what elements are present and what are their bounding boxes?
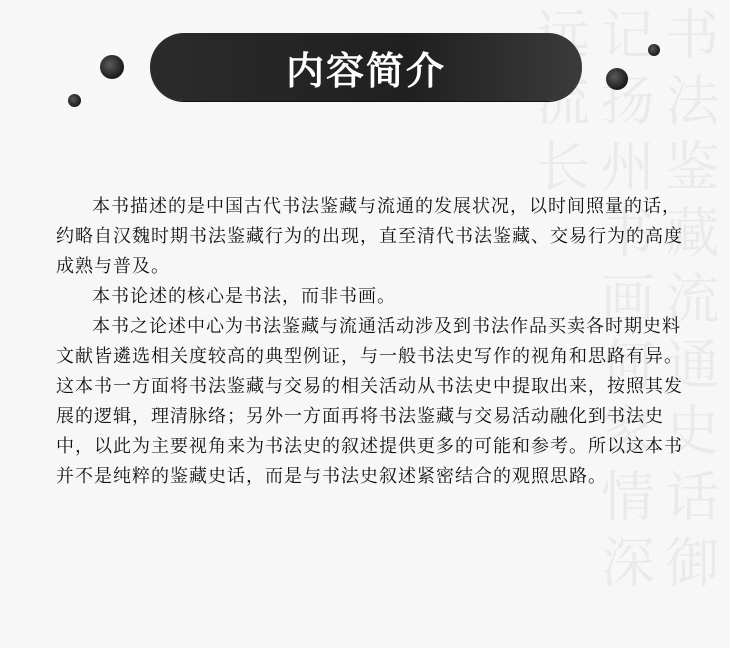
introduction-text [56, 192, 686, 492]
ink-dot-right-large [606, 68, 628, 90]
paragraph-2: 本书论述的核心是书法，而非书画。 [92, 286, 396, 307]
title-banner [150, 33, 582, 101]
paragraph-3: 本书之论述中心为书法鉴藏与流通活动涉及到书法作品买卖各时期史料文献皆遴选相关度较高的典型例证，与一般书法史写作的视角和思路有异。这本书一方面将书法鉴藏与交易的相关活动从书法史中提取出来，按照其发展的逻辑，理清脉络；另外一方面再将书法鉴藏与交易活动融化到书法史中，以此为主要视角来为书法史的叙述提供更多的可能和参考。所以这本书并不是纯粹的鉴藏史话，而是与书法史叙述紧密结合的观照思路。 [56, 316, 683, 487]
ink-dot-left-small [68, 94, 81, 107]
ink-dot-right-small [648, 44, 660, 56]
background-calligraphy: 书法鉴藏流通史话御记扬州书画何家情深远流长 [527, 6, 720, 600]
paragraph-1: 本书描述的是中国古代书法鉴藏与流通的发展状况，以时间照量的话，约略自汉魏时期书法鉴藏行为的出现，直至清代书法鉴藏、交易行为的高度成熟与普及。 [56, 196, 683, 277]
page-title: 内容简介 [285, 48, 446, 93]
ink-dot-left-large [100, 55, 124, 79]
